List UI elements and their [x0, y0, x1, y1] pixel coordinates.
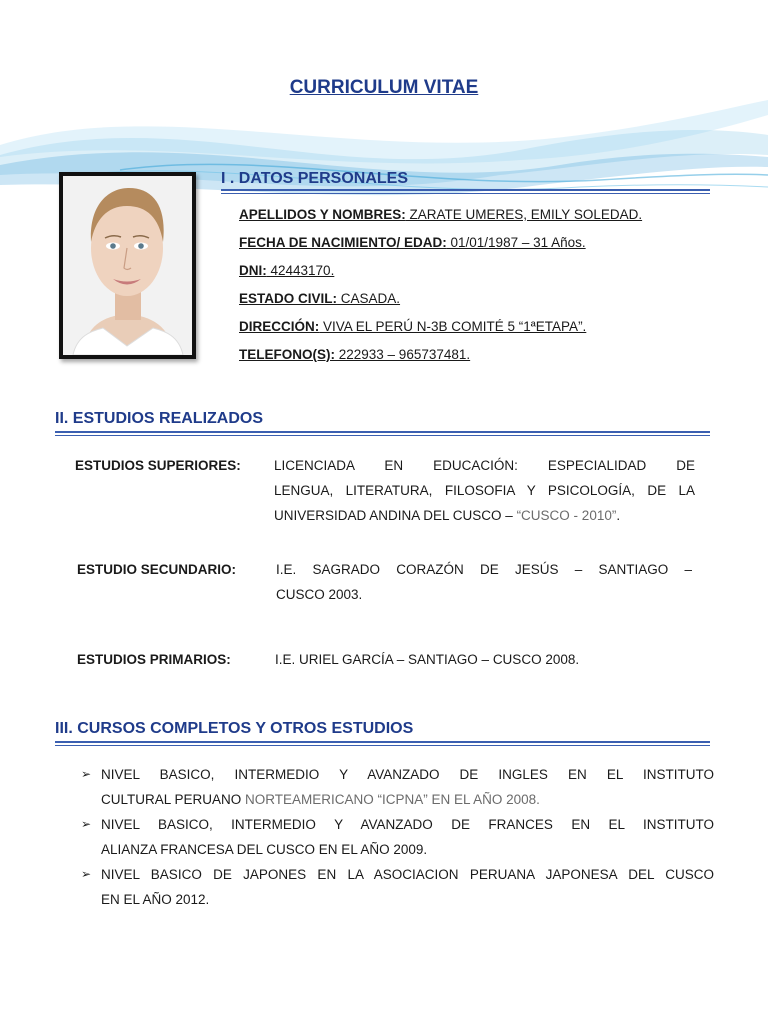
field-value: VIVA EL PERÚ N-3B COMITÉ 5 “1ªETAPA”. [319, 319, 587, 334]
field-value: 01/01/1987 – 31 Años. [446, 235, 586, 250]
arrow-bullet-icon: ➢ [81, 767, 92, 781]
personal-row-birth [239, 235, 586, 250]
list-item [78, 862, 714, 912]
field-value: 42443170. [266, 263, 335, 278]
section-rule [55, 431, 710, 436]
primary-studies-label: ESTUDIOS PRIMARIOS: [77, 652, 231, 667]
arrow-bullet-icon: ➢ [81, 867, 92, 881]
text-line: NIVEL BASICO, INTERMEDIO Y AVANZADO DE FRANCES EN EL INSTITUTO [101, 817, 714, 832]
text-line: LENGUA, LITERATURA, FILOSOFIA Y PSICOLOGÍA, DE LA [274, 483, 695, 498]
arrow-bullet-icon: ➢ [81, 817, 92, 831]
text-part: CULTURAL PERUANO [101, 792, 246, 807]
section-heading-studies: II. ESTUDIOS REALIZADOS [55, 410, 264, 427]
section-heading-courses: III. CURSOS COMPLETOS Y OTROS ESTUDIOS [55, 720, 414, 737]
personal-row-dni [239, 263, 334, 278]
list-item [78, 762, 714, 812]
text-line: ALIANZA FRANCESA DEL CUSCO EN EL AÑO 2009. [101, 842, 428, 857]
secondary-studies-label: ESTUDIO SECUNDARIO: [77, 562, 237, 577]
text-part-grey: NORTEAMERICANO “ICPNA” EN EL AÑO 2008. [245, 792, 540, 807]
profile-photo [59, 172, 196, 359]
field-value: CASADA. [337, 291, 401, 306]
text-line [101, 787, 714, 812]
text-line: NIVEL BASICO DE JAPONES EN LA ASOCIACION PERUANA JAPONESA DEL CUSCO [101, 867, 714, 882]
field-label: FECHA DE NACIMIENTO/ EDAD: [239, 235, 447, 250]
field-value: 222933 – 965737481. [335, 347, 471, 362]
superior-studies-text [274, 453, 695, 528]
text-part: . [616, 508, 621, 523]
text-line [274, 503, 695, 528]
field-value: ZARATE UMERES, EMILY SOLEDAD. [405, 207, 643, 222]
text-line: I.E. SAGRADO CORAZÓN DE JESÚS – SANTIAGO – [276, 562, 692, 577]
primary-studies-text [275, 647, 695, 672]
section-heading-personal: I . DATOS PERSONALES [221, 170, 408, 187]
superior-studies-label: ESTUDIOS SUPERIORES: [75, 458, 241, 473]
personal-row-name [239, 207, 642, 222]
text-line: NIVEL BASICO, INTERMEDIO Y AVANZADO DE INGLES EN EL INSTITUTO [101, 767, 714, 782]
personal-row-address [239, 319, 586, 334]
personal-row-civil [239, 291, 400, 306]
text-part-grey: “CUSCO - 2010” [516, 508, 617, 523]
section-rule [55, 741, 710, 746]
field-label: DNI: [239, 263, 267, 278]
page-title: CURRICULUM VITAE [289, 77, 479, 98]
text-line: LICENCIADA EN EDUCACIÓN: ESPECIALIDAD DE [274, 458, 695, 473]
field-label: TELEFONO(S): [239, 347, 335, 362]
text-line: EN EL AÑO 2012. [101, 892, 210, 907]
list-item [78, 812, 714, 862]
personal-row-phone [239, 347, 470, 362]
secondary-studies-text [276, 557, 692, 607]
field-label: ESTADO CIVIL: [239, 291, 338, 306]
text-line: CUSCO 2003. [276, 587, 363, 602]
field-label: DIRECCIÓN: [239, 319, 320, 334]
section-rule [221, 189, 710, 194]
field-label: APELLIDOS Y NOMBRES: [239, 207, 406, 222]
courses-list [78, 762, 714, 912]
text-line: I.E. URIEL GARCÍA – SANTIAGO – CUSCO 2008. [275, 652, 580, 667]
text-part: UNIVERSIDAD ANDINA DEL CUSCO – [274, 508, 517, 523]
portrait-image [63, 176, 192, 355]
